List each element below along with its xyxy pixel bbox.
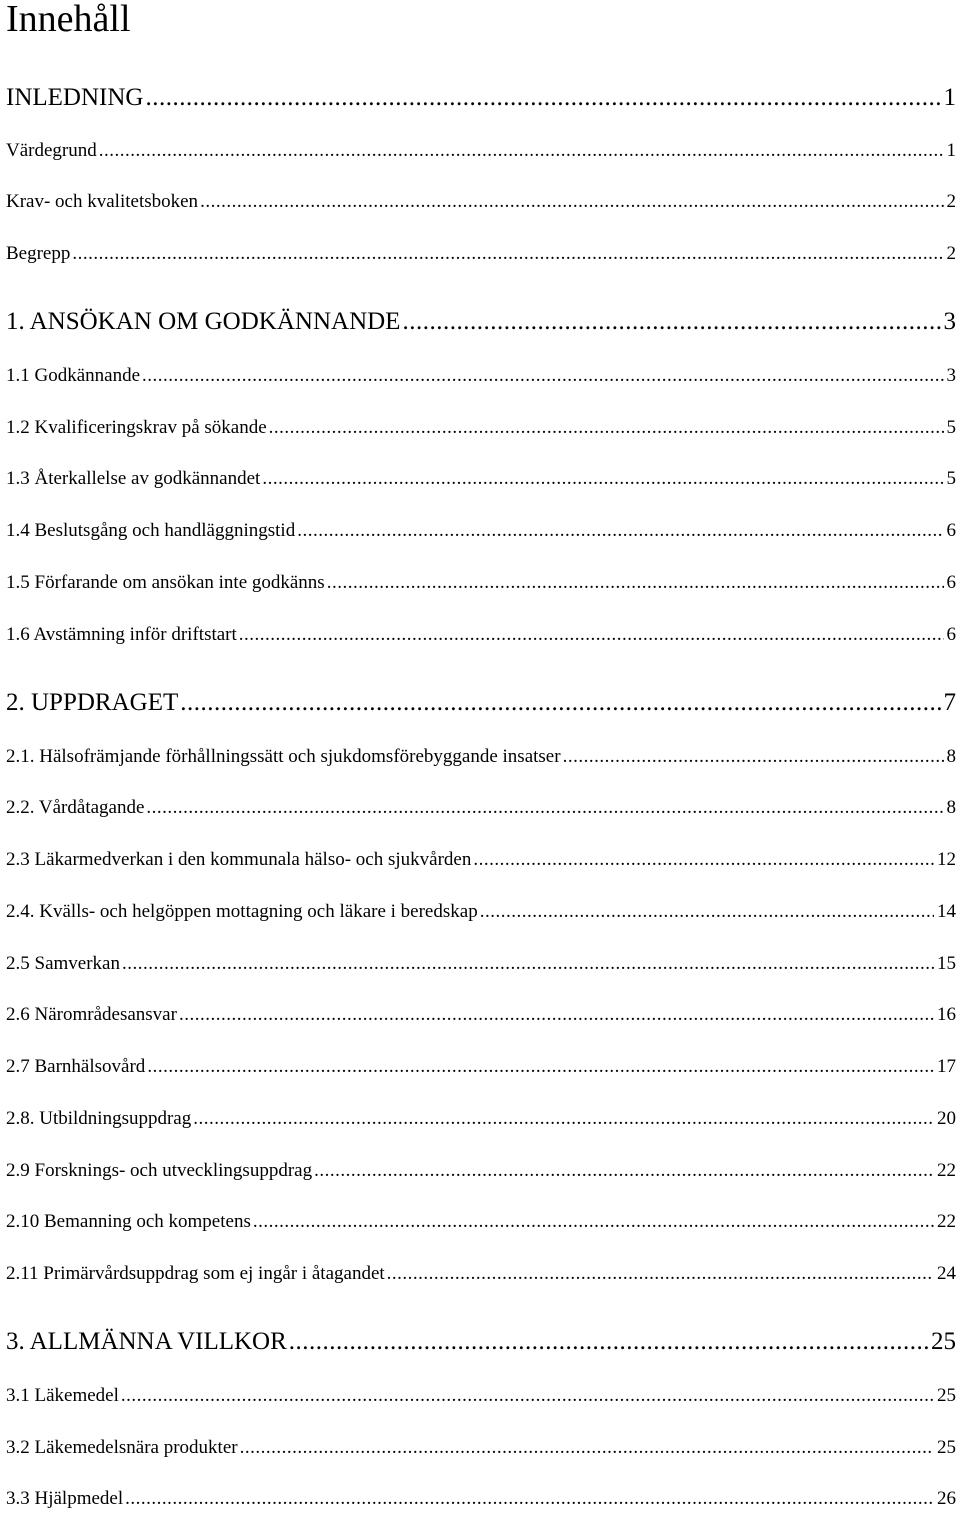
toc-entry-label: 2.4. Kvälls- och helgöppen mottagning och läkare i beredskap [6,901,478,922]
dot-leader [193,1107,934,1131]
toc-entry[interactable] [6,364,960,388]
toc-entry-page: 15 [937,953,956,974]
dot-leader [402,307,940,337]
toc-entry-page: 25 [937,1385,956,1406]
toc-entry[interactable] [6,1262,960,1286]
toc-entry[interactable] [6,1384,960,1408]
toc-entry-label: 2. UPPDRAGET [6,689,179,716]
dot-leader [142,364,943,388]
toc-entry-page: 25 [937,1437,956,1458]
toc-entry[interactable] [6,848,960,872]
toc-entry[interactable] [6,467,960,491]
toc-entry-label: Värdegrund [6,140,97,161]
dot-leader [480,900,934,924]
dot-leader [297,519,943,543]
toc-entry[interactable] [6,745,960,769]
toc-entry-page: 1 [943,84,956,111]
toc-entry-label: Begrepp [6,243,71,264]
toc-entry[interactable] [6,1003,960,1027]
toc-entry-label: Krav- och kvalitetsboken [6,191,199,212]
dot-leader [146,796,943,820]
toc-entry-page: 1 [946,140,956,161]
toc-entry-page: 26 [937,1488,956,1509]
dot-leader [72,242,943,266]
toc-entry-page: 22 [937,1160,956,1181]
toc-entry-label: 2.2. Vårdåtagande [6,797,145,818]
dot-leader [327,571,944,595]
toc-entry-label: 3.1 Läkemedel [6,1385,119,1406]
toc-entry-page: 3 [946,365,956,386]
toc-entry-page: 20 [937,1108,956,1129]
toc-entry-label: 2.6 Närområdesansvar [6,1004,177,1025]
dot-leader [387,1262,934,1286]
toc-entry-label: 2.7 Barnhälsovård [6,1056,146,1077]
toc-entry-page: 17 [937,1056,956,1077]
dot-leader [239,623,944,647]
toc-entry-page: 24 [937,1263,956,1284]
toc-entry-page: 22 [937,1211,956,1232]
toc-entry-label: 2.3 Läkarmedverkan i den kommunala hälso- och sjukvården [6,849,472,870]
toc-entry-label: INLEDNING [6,84,144,111]
toc-entry-label: 3.2 Läkemedelsnära produkter [6,1437,238,1458]
toc-entry-page: 8 [946,746,956,767]
dot-leader [145,83,940,113]
dot-leader [473,848,934,872]
page-title: Innehåll [6,0,131,40]
dot-leader [147,1055,934,1079]
toc-entry[interactable] [6,242,960,266]
toc-entry-page: 3 [943,308,956,335]
toc-entry-label: 2.1. Hälsofrämjande förhållningssätt och sjukdomsförebyggande insatser [6,746,561,767]
toc-entry[interactable] [6,952,960,976]
toc-entry[interactable] [6,1055,960,1079]
toc-entry[interactable] [6,307,960,337]
dot-leader [253,1210,934,1234]
toc-entry-page: 6 [946,624,956,645]
dot-leader [125,1487,934,1511]
toc-entry-page: 2 [946,243,956,264]
toc-entry[interactable] [6,139,960,163]
toc-entry-label: 1. ANSÖKAN OM GODKÄNNANDE [6,308,401,335]
toc-entry-page: 5 [946,468,956,489]
toc-entry[interactable] [6,796,960,820]
toc-entry[interactable] [6,1107,960,1131]
toc-entry-page: 8 [946,797,956,818]
dot-leader [200,190,943,214]
toc-entry[interactable] [6,83,960,113]
dot-leader [262,467,943,491]
toc-entry-page: 7 [943,689,956,716]
toc-entry-page: 25 [931,1328,956,1355]
toc-entry-page: 12 [937,849,956,870]
toc-entry-page: 5 [946,417,956,438]
toc-entry-label: 2.10 Bemanning och kompetens [6,1211,251,1232]
toc-entry[interactable] [6,1327,960,1357]
toc-entry-label: 2.9 Forsknings- och utvecklingsuppdrag [6,1160,313,1181]
toc-entry-label: 1.6 Avstämning inför driftstart [6,624,237,645]
toc-entry-label: 2.11 Primärvårdsuppdrag som ej ingår i åtagandet [6,1263,385,1284]
toc-entry[interactable] [6,900,960,924]
dot-leader [240,1436,934,1460]
toc-entry-label: 3.3 Hjälpmedel [6,1488,124,1509]
toc-entry-page: 6 [946,520,956,541]
dot-leader [269,416,944,440]
toc-entry-label: 1.3 Återkallelse av godkännandet [6,468,261,489]
toc-entry[interactable] [6,416,960,440]
dot-leader [289,1327,928,1357]
toc-entry[interactable] [6,519,960,543]
dot-leader [563,745,944,769]
toc-entry[interactable] [6,571,960,595]
dot-leader [180,688,940,718]
toc-entry-label: 1.2 Kvalificeringskrav på sökande [6,417,267,438]
dot-leader [121,1384,934,1408]
toc-entry-page: 2 [946,191,956,212]
dot-leader [122,952,934,976]
toc-entry-page: 16 [937,1004,956,1025]
toc-entry[interactable] [6,1436,960,1460]
toc-entry-label: 1.4 Beslutsgång och handläggningstid [6,520,296,541]
toc-entry-label: 2.5 Samverkan [6,953,120,974]
toc-entry-label: 3. ALLMÄNNA VILLKOR [6,1328,287,1355]
toc-entry-page: 6 [946,572,956,593]
toc-entry-page: 14 [937,901,956,922]
toc-entry-label: 2.8. Utbildningsuppdrag [6,1108,192,1129]
toc-entry[interactable] [6,623,960,647]
dot-leader [99,139,944,163]
toc-entry[interactable] [6,688,960,718]
toc-entry-label: 1.5 Förfarande om ansökan inte godkänns [6,572,325,593]
toc-entry[interactable] [6,1487,960,1511]
toc-entry-label: 1.1 Godkännande [6,365,141,386]
toc-entry[interactable] [6,1159,960,1183]
dot-leader [314,1159,934,1183]
dot-leader [179,1003,934,1027]
toc-entry[interactable] [6,190,960,214]
toc-entry[interactable] [6,1210,960,1234]
